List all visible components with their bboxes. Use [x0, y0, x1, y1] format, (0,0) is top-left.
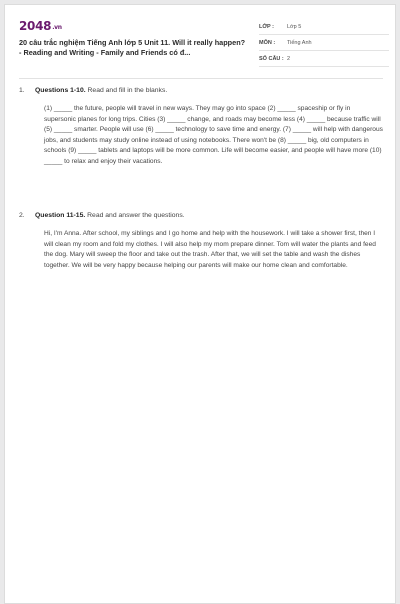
question-heading — [19, 86, 383, 96]
question-heading — [19, 211, 383, 221]
document-meta — [259, 21, 389, 67]
question-passage: Hi, I'm Anna. After school, my siblings and I go home and help with the housework. I will take a shower first, then I will clean my room and fold my clothes. I will also help my mom prepare dinner. Tom will water the plants and feed the dog. Mary will sweep the floor and take out the trash. After that, we will set the table and wash the dishes together. We will be very happy because helping our parents will make our home clean and comfortable. — [44, 230, 376, 269]
question-label: Question 11-15. — [35, 212, 86, 219]
meta-row-class — [259, 21, 389, 35]
question-passage: (1) _____ the future, people will travel in new ways. They may go into space (2) _____ spaceship or fly in supersonic planes for long trips. Cities (3) _____ change, and roads may become less (4) _____ because traffic will (5) _____ smarter. People will use (6) _____ technology to save time and energy. (7) _____ will help with dangerous jobs, and students may study online instead of using notebooks. There won't be (8) _____ big, old computers in schools (9) _____ tablets and laptops will be more common. Life will become easier, and people will have more (10) _____ to relax and enjoy their vacations. — [44, 105, 383, 165]
document-page — [4, 4, 396, 604]
question-block-2 — [19, 211, 383, 271]
meta-value: Tiếng Anh — [287, 40, 312, 46]
document-title: 20 câu trắc nghiệm Tiếng Anh lớp 5 Unit 11. Will it really happen? - Reading and Writing - Family and Friends có đ... — [19, 38, 246, 57]
question-instruction: Read and answer the questions. — [87, 212, 185, 219]
meta-key: SỐ CÂU : — [259, 56, 284, 62]
question-instruction: Read and fill in the blanks. — [87, 87, 168, 94]
site-logo[interactable]: 2048.vn — [19, 19, 62, 33]
document-header — [19, 19, 387, 69]
header-divider — [19, 78, 383, 79]
question-label: Questions 1-10. — [35, 87, 86, 94]
meta-row-subject — [259, 37, 389, 51]
meta-row-count — [259, 53, 389, 67]
logo-suffix: .vn — [52, 24, 62, 31]
meta-key: LỚP : — [259, 24, 274, 30]
meta-value: Lớp 5 — [287, 24, 302, 30]
question-block-1 — [19, 86, 383, 168]
question-number: 1. — [19, 87, 25, 94]
meta-value: 2 — [287, 56, 291, 62]
question-number: 2. — [19, 212, 25, 219]
meta-key: MÔN : — [259, 40, 276, 46]
